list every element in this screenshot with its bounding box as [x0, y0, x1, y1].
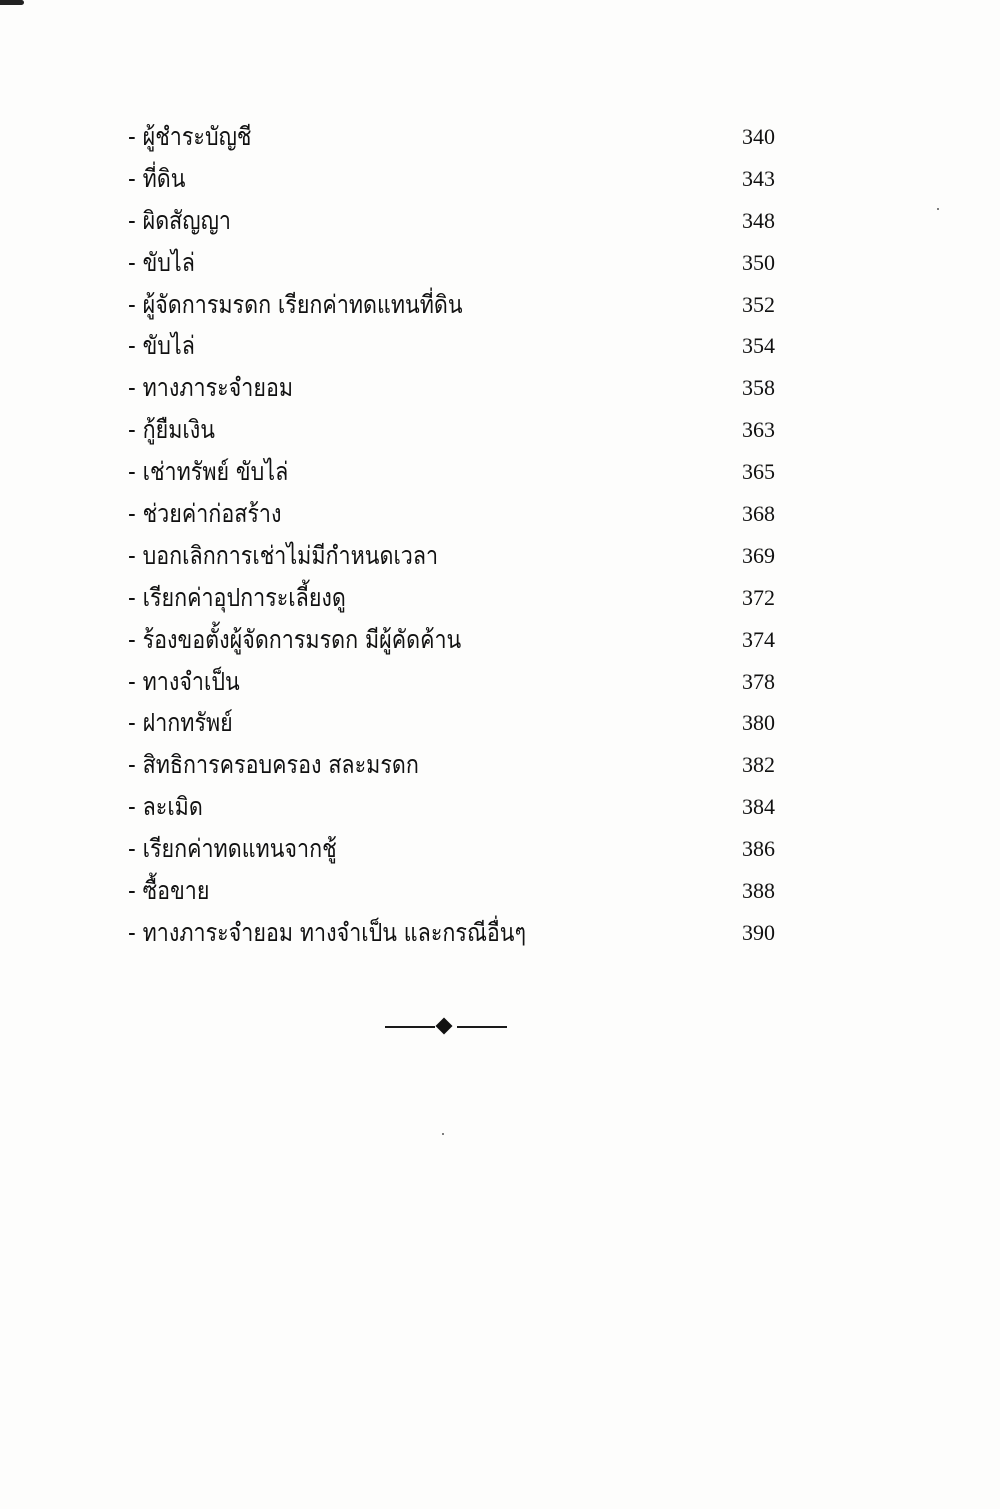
stray-dot [442, 1133, 444, 1135]
toc-entry-page: 388 [742, 878, 775, 904]
toc-entry-title: - ทางจำเป็น [128, 666, 240, 696]
toc-entry-page: 343 [742, 165, 775, 191]
toc-entry-page: 374 [742, 626, 775, 652]
toc-entry-page: 384 [742, 794, 775, 820]
toc-entry [128, 786, 788, 828]
toc-entry-page: 380 [742, 710, 775, 736]
toc-entry-page: 369 [742, 542, 775, 568]
toc-entry-title: - เรียกค่าอุปการะเลี้ยงดู [128, 582, 346, 612]
toc-entry [128, 744, 788, 786]
toc-entry-page: 354 [742, 333, 775, 359]
toc-entry-page: 372 [742, 584, 775, 610]
toc-entry [128, 451, 788, 493]
toc-entry-page: 358 [742, 375, 775, 401]
toc-entry [128, 284, 788, 326]
toc-entry [128, 367, 788, 409]
toc-entry-title: - ทางภาระจำยอม ทางจำเป็น และกรณีอื่นๆ [128, 917, 527, 947]
toc-entry [128, 870, 788, 912]
toc-entry [128, 661, 788, 703]
diamond-icon [436, 1018, 453, 1035]
toc-entry-title: - ฝากทรัพย์ [128, 708, 233, 738]
toc-entry [128, 200, 788, 242]
toc-entry [128, 912, 788, 954]
toc-entry-title: - ทางภาระจำยอม [128, 373, 294, 403]
toc-entry-page: 378 [742, 668, 775, 694]
toc-entry [128, 116, 788, 158]
toc-entry-title: - กู้ยืมเงิน [128, 415, 215, 445]
toc-entry [128, 535, 788, 577]
toc-entry [128, 409, 788, 451]
toc-entry-title: - ช่วยค่าก่อสร้าง [128, 499, 282, 529]
toc-entry-title: - เช่าทรัพย์ ขับไล่ [128, 457, 289, 487]
toc-entry [128, 577, 788, 619]
toc-entry [128, 158, 788, 200]
toc-entry-title: - บอกเลิกการเช่าไม่มีกำหนดเวลา [128, 540, 439, 570]
toc-entry-title: - ขับไล่ [128, 247, 195, 277]
toc-entry-title: - ละเมิด [128, 792, 203, 822]
scan-edge-mark [0, 0, 24, 5]
divider-line-left [385, 1026, 435, 1028]
toc-entry [128, 493, 788, 535]
divider-line-right [457, 1026, 507, 1028]
stray-dot [937, 208, 939, 210]
toc-entry [128, 242, 788, 284]
toc-entry [128, 828, 788, 870]
toc-entry-page: 363 [742, 417, 775, 443]
toc-entry-title: - ร้องขอตั้งผู้จัดการมรดก มีผู้คัดค้าน [128, 624, 462, 654]
toc-entry-page: 340 [742, 124, 775, 149]
toc-entry-page: 365 [742, 459, 775, 485]
toc-entry [128, 702, 788, 744]
toc-entry-title: - ขับไล่ [128, 331, 195, 361]
diamond-divider-icon [385, 1018, 507, 1034]
toc-entry-title: - ซื้อขาย [128, 876, 210, 906]
toc-entry [128, 325, 788, 367]
toc-entry-page: 368 [742, 501, 775, 527]
toc-entry-page: 348 [742, 207, 775, 233]
toc-entry-title: - ที่ดิน [128, 163, 186, 193]
toc-entry-title: - ผู้จัดการมรดก เรียกค่าทดแทนที่ดิน [128, 289, 463, 319]
table-of-contents [128, 116, 788, 954]
toc-entry-page: 350 [742, 249, 775, 275]
toc-entry-title: - เรียกค่าทดแทนจากชู้ [128, 834, 337, 864]
toc-entry-page: 390 [742, 919, 775, 945]
toc-entry-page: 382 [742, 752, 775, 778]
toc-entry-page: 352 [742, 291, 775, 317]
toc-entry-title: - ผู้ชำระบัญชี [128, 122, 252, 151]
toc-entry-title: - ผิดสัญญา [128, 205, 231, 235]
toc-entry [128, 619, 788, 661]
toc-entry-title: - สิทธิการครอบครอง สละมรดก [128, 750, 419, 780]
toc-entry-page: 386 [742, 836, 775, 862]
